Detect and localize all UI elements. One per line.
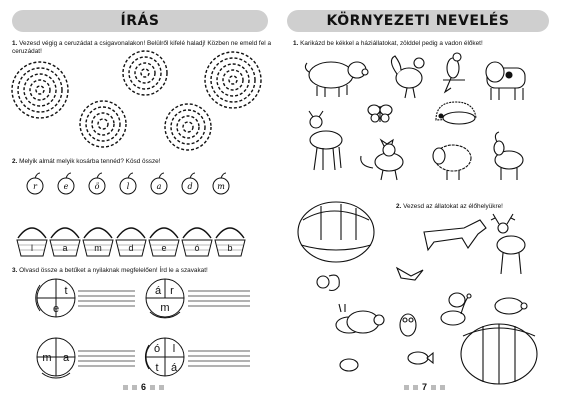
basket-letter: l — [31, 243, 33, 253]
fox-illustration[interactable] — [361, 140, 403, 180]
basket-handle — [183, 228, 211, 238]
square-decoration — [413, 385, 418, 390]
basket-1[interactable] — [17, 228, 47, 256]
wheel-letter: t — [155, 362, 159, 374]
basket-letter: e — [161, 243, 167, 253]
square-decoration — [159, 385, 164, 390]
task2-instruction — [12, 158, 272, 166]
squirrel-illustration[interactable] — [317, 275, 339, 290]
deer-illustration[interactable] — [309, 111, 342, 170]
basket-7[interactable] — [215, 228, 245, 256]
apple-stem — [128, 173, 133, 178]
stag-illustration[interactable] — [491, 214, 525, 274]
basket-handle — [84, 228, 112, 238]
task-text: Vezesd végig a ceruzádat a csigavonalakon! Belülről kifelé haladj! Közben ne emeld fel a ceruzádat! — [12, 40, 272, 55]
left-page — [0, 0, 280, 400]
page-number: 7 — [422, 382, 428, 392]
wheel-letter: a — [62, 352, 70, 364]
task2-instruction — [396, 203, 556, 211]
apple-stem — [97, 173, 102, 178]
sheep-illustration[interactable] — [433, 145, 471, 180]
right-page — [281, 0, 561, 400]
apple-3[interactable] — [89, 173, 105, 194]
wheel-letter: t — [64, 285, 68, 297]
spiral-3[interactable] — [205, 52, 261, 108]
spiral-1[interactable] — [12, 62, 68, 118]
wheel-letter: ó — [153, 343, 161, 355]
task3-instruction — [12, 267, 272, 275]
basket-2[interactable] — [50, 228, 80, 256]
cow-illustration[interactable] — [486, 62, 525, 100]
frog-illustration[interactable] — [340, 359, 358, 371]
left-page-number — [123, 382, 164, 392]
square-decoration — [123, 385, 128, 390]
woodland-habitat-illustration[interactable] — [461, 324, 537, 384]
apple-stem — [35, 173, 40, 178]
task-text: Vezesd az állatokat az élőhelyükre! — [403, 203, 503, 210]
right-page-number — [404, 382, 445, 392]
apple-5[interactable] — [151, 173, 167, 194]
apple-letter: l — [126, 182, 130, 191]
forest-habitat-illustration[interactable] — [298, 202, 374, 262]
apple-6[interactable] — [182, 173, 198, 194]
apple-2[interactable] — [58, 173, 74, 194]
wheel-letter: m — [160, 302, 170, 314]
square-decoration — [404, 385, 409, 390]
page-number: 6 — [141, 382, 147, 392]
turtle-illustration[interactable] — [495, 298, 527, 314]
basket-3[interactable] — [83, 228, 113, 256]
task-number: 2. — [12, 158, 18, 165]
task-number: 3. — [12, 267, 18, 274]
apple-stem — [221, 173, 226, 178]
wheel-letter: á — [170, 362, 178, 374]
basket-letter: m — [94, 243, 102, 253]
basket-6[interactable] — [182, 228, 212, 256]
butterfly-illustration[interactable] — [368, 105, 392, 122]
apple-1[interactable] — [27, 173, 43, 194]
spiral-2[interactable] — [123, 51, 167, 95]
basket-handle — [117, 228, 145, 238]
right-drawings — [281, 0, 561, 400]
apple-letter: a — [156, 182, 162, 191]
wheel-letter: l — [172, 343, 176, 355]
apple-letter: m — [217, 182, 225, 191]
apple-7[interactable] — [213, 173, 229, 194]
basket-handle — [216, 228, 244, 238]
wheel-letter: r — [170, 285, 174, 297]
task-number: 1. — [293, 40, 299, 47]
pig-illustration[interactable] — [305, 62, 368, 97]
bird-illustration[interactable] — [397, 268, 423, 280]
wolf-illustration[interactable] — [424, 220, 486, 250]
basket-letter: b — [227, 243, 233, 253]
spiral-4[interactable] — [80, 101, 126, 147]
square-decoration — [440, 385, 445, 390]
basket-letter: ó — [194, 243, 200, 253]
right-page-title: KÖRNYEZETI NEVELÉS — [287, 10, 549, 32]
apple-letter: ö — [94, 182, 100, 191]
basket-handle — [150, 228, 178, 238]
owl-illustration[interactable] — [400, 314, 416, 336]
square-decoration — [431, 385, 436, 390]
task-text: Olvasd össze a betűket a nyilaknak megfelelően! Írd le a szavakat! — [19, 267, 208, 274]
left-page-title: ÍRÁS — [12, 10, 268, 32]
wheel-letter: m — [42, 352, 52, 364]
basket-handle — [18, 228, 46, 238]
parrot-illustration[interactable] — [443, 53, 465, 92]
task-text: Karikázd be kékkel a háziállatokat, zölddel pedig a vadon élőket! — [300, 40, 483, 47]
apple-stem — [190, 173, 195, 178]
left-drawings — [0, 0, 280, 400]
spiral-5[interactable] — [165, 104, 211, 150]
apple-stem — [66, 173, 71, 178]
basket-4[interactable] — [116, 228, 146, 256]
goat-illustration[interactable] — [494, 132, 523, 180]
hedgehog-illustration[interactable] — [436, 102, 476, 124]
task-number: 1. — [12, 40, 18, 47]
fish-illustration[interactable] — [408, 352, 433, 364]
apple-letter: d — [187, 182, 193, 191]
apple-4[interactable] — [120, 173, 136, 194]
task-text: Melyik almát melyik kosárba tennéd? Kösd össze! — [19, 158, 161, 165]
apple-stem — [159, 173, 164, 178]
apple-letter: r — [33, 182, 37, 191]
basket-letter: d — [128, 243, 134, 253]
wheel-letter: e — [52, 303, 60, 315]
mole-illustration[interactable] — [449, 293, 465, 307]
boar-illustration[interactable] — [347, 311, 384, 333]
task-number: 2. — [396, 203, 402, 210]
rooster-illustration[interactable] — [391, 56, 424, 98]
apple-letter: e — [63, 182, 69, 191]
wheel-letter: á — [154, 285, 162, 297]
square-decoration — [150, 385, 155, 390]
basket-5[interactable] — [149, 228, 179, 256]
basket-letter: a — [62, 243, 68, 253]
letter-wheel-4 — [145, 338, 184, 376]
square-decoration — [132, 385, 137, 390]
basket-handle — [51, 228, 79, 238]
